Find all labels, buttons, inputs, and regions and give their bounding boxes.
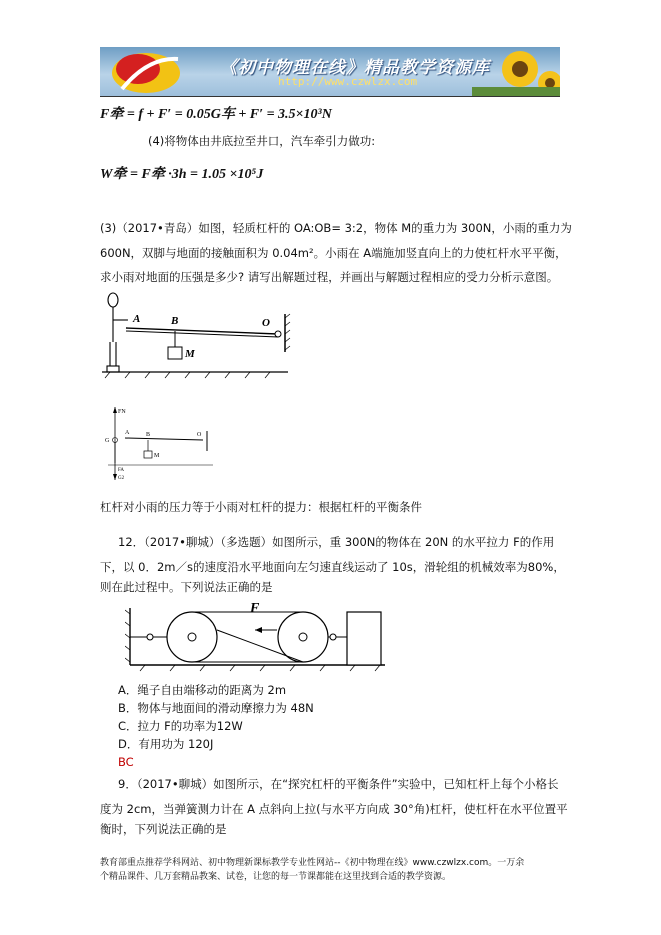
q9-line-3: 衡时，下列说法正确的是: [100, 822, 227, 836]
option-c: C．拉力 F的功率为12W: [118, 719, 243, 733]
header-divider: [100, 96, 560, 97]
label-fn: FN: [118, 409, 126, 415]
q12-line-1: 12．（2017•聊城）（多选题）如图所示，重 300N的物体在 20N 的水平拉力 F的作用: [118, 535, 555, 549]
site-url[interactable]: http://www.czwlzx.com: [278, 75, 418, 88]
q3-line-3: 求小雨对地面的压强是多少? 请写出解题过程，并画出与解题过程相应的受力分析示意图。: [100, 270, 559, 284]
formula-traction-work: W牵 = F牵 ·3h = 1.05 ×10⁵J: [100, 167, 264, 182]
label-b: B: [146, 432, 151, 438]
pulley-diagram: [125, 600, 390, 672]
site-title: 《初中物理在线》精品教学资源库: [220, 58, 490, 78]
label-g2: G2: [118, 476, 125, 481]
q9-line-1: 9．（2017•聊城）如图所示，在“探究杠杆的平衡条件”实验中，已知杠杆上每个小格长: [118, 777, 559, 791]
q3-line-2: 600N，双脚与地面的接触面积为 0.04m²。小雨在 A端施加竖直向上的力使杠杆水平平衡，: [100, 246, 567, 260]
label-a: A: [125, 430, 130, 436]
q3-line-1: (3)（2017•青岛）如图，轻质杠杆的 OA:OB= 3:2，物体 M的重力为 300N，小雨的重力为: [100, 221, 572, 235]
lever-label-b: B: [171, 315, 179, 327]
answer: BC: [118, 755, 134, 769]
label-g: G: [105, 438, 110, 444]
lever-note: 杠杆对小雨的压力等于小雨对杠杆的提力：根据杠杆的平衡条件: [100, 500, 422, 514]
step-4-text: (4)将物体由井底拉至井口，汽车牵引力做功:: [148, 134, 376, 148]
header-banner: [100, 47, 560, 97]
person-figure: [107, 293, 128, 372]
lever-label-o: O: [262, 317, 270, 329]
force-analysis-diagram: [103, 405, 218, 485]
footer-line-1: 教育部重点推荐学科网站、初中物理新课标教学专业性网站--《初中物理在线》www.czwlzx.com。一万余: [100, 858, 525, 868]
label-m: M: [154, 453, 160, 459]
q9-line-2: 度为 2cm，当弹簧测力计在 A 点斜向上拉(与水平方向成 30°角)杠杆，使杠杆在水平位置平: [100, 802, 568, 816]
label-fa: FA: [118, 468, 125, 473]
q12-line-3: 则在此过程中。下列说法正确的是: [100, 580, 273, 594]
option-a: A．绳子自由端移动的距离为 2m: [118, 683, 287, 697]
option-d: D．有用功为 120J: [118, 737, 214, 751]
site-logo: [108, 49, 198, 95]
lever-label-a: A: [133, 313, 141, 325]
lever-diagram: [100, 290, 300, 380]
footer-line-2: 个精品课件、几万套精品教案、试卷，让您的每一节课都能在这里找到合适的教学资源。: [100, 872, 452, 882]
pulley-force-label: F: [250, 601, 260, 616]
page-footer: [100, 856, 580, 884]
q12-line-2: 下，以 0．2m／s的速度沿水平地面向左匀速直线运动了 10s，滑轮组的机械效率为80%，: [100, 560, 565, 574]
label-o: O: [197, 432, 202, 438]
lever-label-m: M: [185, 348, 195, 360]
option-b: B．物体与地面间的滑动摩擦力为 48N: [118, 701, 314, 715]
formula-traction-force: F牵 = f + F′ = 0.05G车 + F′ = 3.5×10³N: [100, 107, 332, 122]
